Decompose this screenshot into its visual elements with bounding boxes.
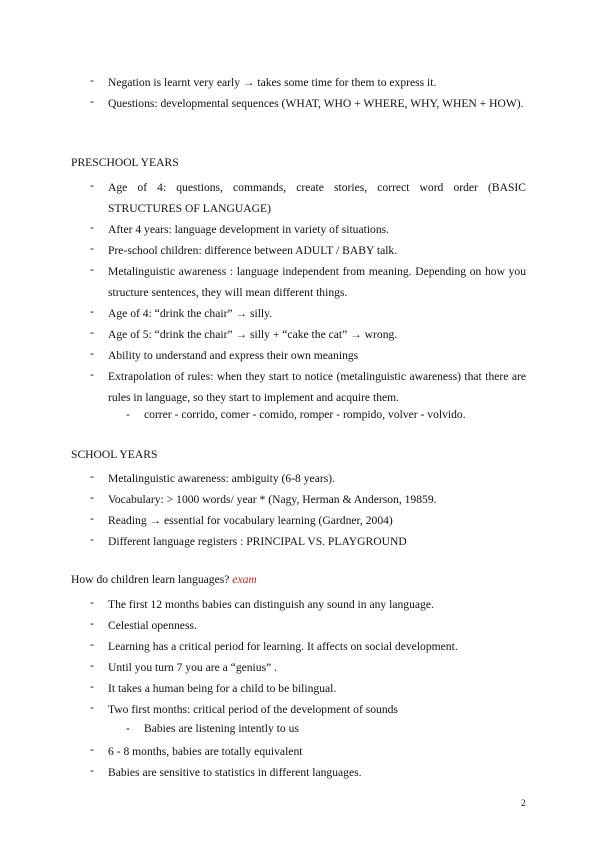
list-item <box>90 510 526 531</box>
bullet-text: Babies are sensitive to statistics in different languages. <box>108 766 362 779</box>
bullet-dash: - <box>90 764 94 777</box>
list-item <box>90 366 526 408</box>
bullet-text: Reading → essential for vocabulary learning (Gardner, 2004) <box>108 514 393 527</box>
bullet-text: It takes a human being for a child to be bilingual. <box>108 682 337 695</box>
bullet-text: 6 - 8 months, babies are totally equivalent <box>108 745 303 758</box>
bullet-dash: - <box>90 491 94 504</box>
bullet-dash: - <box>90 533 94 546</box>
bullet-dash: - <box>90 242 94 255</box>
bullet-dash: - <box>90 326 94 339</box>
list-item <box>90 741 526 762</box>
exam-tag: exam <box>232 573 257 586</box>
bullet-dash: - <box>126 722 130 735</box>
list-item <box>90 219 526 240</box>
bullet-text: Learning has a critical period for learning. It affects on social development. <box>108 640 458 653</box>
heading-text: How do children learn languages? <box>71 573 230 586</box>
bullet-dash: - <box>90 95 94 108</box>
bullet-dash: - <box>90 659 94 672</box>
list-item <box>90 762 526 783</box>
bullet-dash: - <box>90 470 94 483</box>
list-item <box>90 324 526 345</box>
sub-list-item <box>126 406 526 427</box>
bullet-dash: - <box>90 74 94 87</box>
bullet-text: Celestial openness. <box>108 619 197 632</box>
bullet-dash: - <box>90 221 94 234</box>
bullet-text: Ability to understand and express their own meanings <box>108 349 359 362</box>
bullet-text: Two first months: critical period of the development of sounds <box>108 703 398 716</box>
bullet-text: Metalinguistic awareness : language independent from meaning. Depending on how you structure sentences, they will mean different things. <box>108 265 526 299</box>
list-item <box>90 303 526 324</box>
list-item <box>90 261 526 303</box>
bullet-dash: - <box>90 617 94 630</box>
bullet-text: Babies are listening intently to us <box>144 722 299 735</box>
bullet-text: After 4 years: language development in variety of situations. <box>108 223 390 236</box>
bullet-text: Age of 5: “drink the chair” → silly + “cake the cat” → wrong. <box>108 328 398 341</box>
bullet-dash: - <box>90 179 94 192</box>
bullet-text: The first 12 months babies can distinguish any sound in any language. <box>108 598 434 611</box>
list-item <box>90 615 526 636</box>
bullet-text: Age of 4: “drink the chair” → silly. <box>108 307 273 320</box>
bullet-dash: - <box>90 638 94 651</box>
list-item <box>90 699 526 720</box>
bullet-dash: - <box>90 701 94 714</box>
list-item <box>90 636 526 657</box>
bullet-dash: - <box>90 596 94 609</box>
bullet-dash: - <box>90 743 94 756</box>
sub-list-item <box>126 720 526 741</box>
list-item <box>90 531 526 552</box>
list-item <box>90 177 526 219</box>
list-item <box>90 93 526 135</box>
bullet-text: Metalinguistic awareness: ambiguity (6-8 years). <box>108 472 335 485</box>
bullet-text: Vocabulary: > 1000 words/ year * (Nagy, Herman & Anderson, 19859. <box>108 493 437 506</box>
list-item <box>90 345 526 366</box>
list-item <box>90 489 526 510</box>
list-item <box>90 468 526 489</box>
list-item <box>90 657 526 678</box>
bullet-text: Extrapolation of rules: when they start to notice (metalinguistic awareness) that there are rules in language, so they start to implement and acquire them. <box>108 370 526 404</box>
list-item <box>90 72 526 93</box>
bullet-dash: - <box>90 512 94 525</box>
list-item <box>90 678 526 699</box>
bullet-dash: - <box>90 347 94 360</box>
list-item <box>90 594 526 615</box>
page-number: 2 <box>521 799 526 809</box>
bullet-dash: - <box>90 368 94 381</box>
bullet-text: Pre-school children: difference between ADULT / BABY talk. <box>108 244 398 257</box>
bullet-text: Questions: developmental sequences (WHAT, WHO + WHERE, WHY, WHEN + HOW). <box>108 97 524 110</box>
section-heading-preschool: PRESCHOOL YEARS <box>71 156 179 169</box>
bullet-dash: - <box>90 305 94 318</box>
bullet-dash: - <box>90 263 94 276</box>
bullet-text: Until you turn 7 you are a “genius” . <box>108 661 278 674</box>
section-heading-school: SCHOOL YEARS <box>71 448 158 461</box>
section-heading-learn <box>71 573 257 586</box>
bullet-dash: - <box>90 680 94 693</box>
bullet-text: Negation is learnt very early → takes some time for them to express it. <box>108 76 437 89</box>
bullet-text: Age of 4: questions, commands, create stories, correct word order (BASIC STRUCTURES OF LANGUAGE) <box>108 181 526 215</box>
bullet-dash: - <box>126 408 130 421</box>
bullet-text: Different language registers : PRINCIPAL VS. PLAYGROUND <box>108 535 407 548</box>
list-item <box>90 240 526 261</box>
bullet-text: correr - corrido, comer - comido, romper - rompido, volver - volvido. <box>144 408 466 421</box>
